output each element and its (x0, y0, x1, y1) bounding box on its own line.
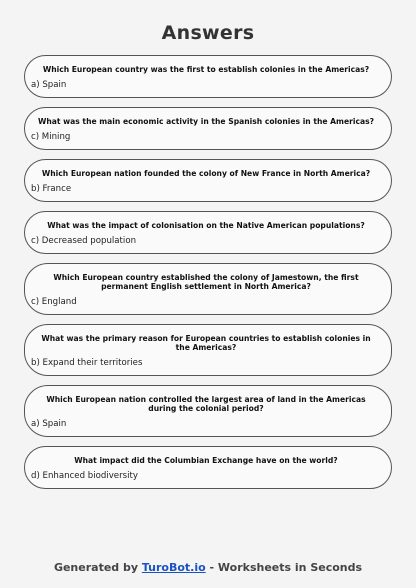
answer-text: a) Spain (31, 419, 67, 429)
answer-list (24, 55, 392, 498)
question-text: What was the primary reason for European countries to establish colonies in the Americas? (41, 334, 371, 352)
answer-card (24, 385, 392, 437)
answer-text: d) Enhanced biodiversity (31, 471, 138, 481)
footer-prefix: Generated by (53, 561, 142, 574)
question-text: Which European country established the colony of Jamestown, the first permanent English settlement in North America? (53, 273, 359, 291)
answer-text: c) Decreased population (31, 236, 137, 246)
answer-card (24, 446, 392, 489)
answer-text: b) France (31, 184, 72, 194)
question-text: What was the main economic activity in the Spanish colonies in the Americas? (37, 117, 375, 126)
answer-card (24, 107, 392, 150)
answer-text: c) Mining (31, 132, 71, 142)
answer-text: a) Spain (31, 80, 67, 90)
answer-card (24, 263, 392, 315)
question-text: Which European country was the first to establish colonies in the Americas? (42, 65, 370, 74)
answer-text: c) England (31, 297, 77, 307)
answer-card (24, 211, 392, 254)
question-text: What was the impact of colonisation on the Native American populations? (47, 221, 365, 230)
question-text: Which European nation founded the colony of New France in North America? (41, 169, 371, 178)
answer-card (24, 159, 392, 202)
question-text: Which European nation controlled the largest area of land in the Americas during the colonial period? (46, 395, 366, 413)
footer (0, 561, 416, 574)
answer-text: b) Expand their territories (31, 358, 143, 368)
question-text: What impact did the Columbian Exchange have on the world? (74, 456, 338, 465)
answer-card (24, 324, 392, 376)
page-title: Answers (161, 22, 255, 44)
answer-card (24, 55, 392, 98)
footer-suffix: - Worksheets in Seconds (205, 561, 363, 574)
turobot-link[interactable]: TuroBot.io (141, 561, 206, 574)
